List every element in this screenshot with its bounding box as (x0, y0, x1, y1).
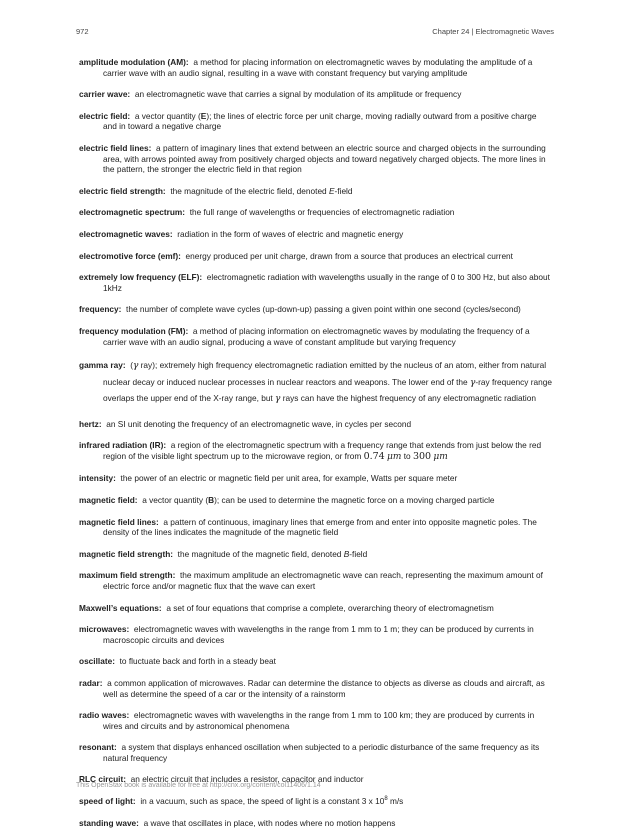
glossary-entry (79, 207, 552, 218)
glossary-term: electric field strength: (79, 185, 166, 196)
glossary-entry (79, 304, 552, 315)
math-value: 0.74 (363, 450, 385, 462)
glossary-term: electromagnetic waves: (79, 228, 173, 239)
glossary-term: gamma ray: (79, 360, 126, 371)
math-unit: μm (433, 451, 448, 462)
glossary-entry (79, 742, 552, 763)
vector-symbol: B (208, 494, 215, 505)
glossary-entry (79, 419, 552, 430)
glossary-entry (79, 111, 552, 132)
glossary-definition: the power of an electric or magnetic field per unit area, for example, Watts per square meter (120, 473, 458, 484)
glossary-definition: ray); extremely high frequency electromagnetic radiation emitted by the nucleus of an atom, either from natural nuclear decay or induced nuclear processes in nuclear reactors and weapons. The lower end of the (103, 360, 547, 387)
glossary-entry (79, 818, 552, 829)
glossary-entry (79, 796, 552, 807)
glossary-definition: -field (349, 548, 368, 559)
glossary-entry (79, 678, 552, 699)
glossary-term: magnetic field lines: (79, 516, 159, 527)
glossary-term: maximum field strength: (79, 570, 176, 581)
glossary-entry (79, 603, 552, 614)
glossary-definition: electromagnetic waves with wavelengths in the range from 1 mm to 100 km; they are produced by currents in wires and circuits and by astronomical phenomena (103, 710, 535, 731)
gamma-symbol: γ (469, 377, 476, 388)
glossary-definition: rays can have the highest frequency of any electromagnetic radiation (280, 393, 536, 404)
glossary-term: infrared radiation (IR): (79, 440, 167, 451)
glossary-entry (79, 473, 552, 484)
glossary-entry (79, 326, 552, 347)
glossary-entry (79, 251, 552, 262)
glossary-entry (79, 143, 552, 175)
glossary-entry (79, 57, 552, 78)
glossary-definition: electromagnetic waves with wavelengths in the range from 1 mm to 1 m; they can be produced by currents in macroscopic circuits and devices (103, 624, 534, 645)
gamma-symbol: γ (132, 361, 139, 372)
gamma-symbol: γ (275, 394, 281, 405)
glossary-entry (79, 229, 552, 240)
field-symbol: E (328, 185, 335, 196)
glossary-definition: -field (334, 185, 353, 196)
math-unit: μm (387, 451, 402, 462)
glossary-definition: the magnitude of the magnetic field, denoted (177, 548, 344, 559)
glossary-definition: radiation in the form of waves of electric and magnetic energy (177, 228, 404, 239)
field-symbol: B (343, 548, 350, 559)
glossary-term: radar: (79, 677, 103, 688)
glossary-definition: ( (130, 360, 133, 371)
glossary-entry (79, 517, 552, 538)
glossary-definition: a vector quantity ( (142, 494, 209, 505)
glossary-definition: a vector quantity ( (134, 110, 201, 121)
glossary-term: intensity: (79, 473, 116, 484)
glossary-term: frequency modulation (FM): (79, 325, 189, 336)
page-footer: This OpenStax book is available for free at http://cnx.org/content/col11406/1.14 (76, 782, 321, 789)
glossary-definition: an electromagnetic wave that carries a signal by modulation of its amplitude or frequency (134, 89, 462, 100)
math-value: 300 (412, 450, 432, 462)
glossary-definition: in a vacuum, such as space, the speed of light is a constant 3 x 10 (140, 796, 385, 807)
glossary-definition: a region of the electromagnetic spectrum with a frequency range that extends from just below the red region of the visible light spectrum up to the microwave region, or from (103, 440, 542, 461)
glossary-definition: to (401, 450, 413, 461)
glossary-entry (79, 549, 552, 560)
glossary-term: RLC circuit: (79, 774, 127, 785)
page-number: 972 (76, 27, 89, 36)
glossary-entry (79, 570, 552, 591)
glossary-entry (79, 440, 552, 462)
glossary-definition: ); can be used to determine the magnetic force on a moving charged particle (214, 494, 495, 505)
glossary-term: radio waves: (79, 710, 130, 721)
glossary-entry (79, 710, 552, 731)
glossary-definition: an electric circuit that includes a resistor, capacitor and inductor (130, 774, 364, 785)
glossary-definition: to fluctuate back and forth in a steady beat (119, 656, 276, 667)
glossary-term: frequency: (79, 304, 122, 315)
glossary-definition: m/s (387, 796, 404, 807)
glossary-entry (79, 89, 552, 100)
glossary-term: microwaves: (79, 624, 130, 635)
glossary-definition: an SI unit denoting the frequency of an electromagnetic wave, in cycles per second (106, 418, 412, 429)
glossary-definition: a pattern of continuous, imaginary lines that emerge from and enter into opposite magnetic poles. The density of the lines indicates the magnitude of the magnetic field (103, 516, 537, 538)
glossary-term: standing wave: (79, 817, 139, 828)
glossary-entry (79, 272, 552, 293)
glossary-entry (79, 656, 552, 667)
glossary-term: hertz: (79, 418, 102, 429)
glossary-entry (79, 358, 552, 408)
glossary-term: oscillate: (79, 656, 115, 667)
glossary-term: electric field lines: (79, 142, 152, 153)
glossary-definition: the maximum amplitude an electromagnetic wave can reach, representing the maximum amount of electric force and/or magnetic flux that the wave can exert (103, 570, 543, 591)
glossary-term: magnetic field strength: (79, 548, 174, 559)
glossary-term: electric field: (79, 110, 131, 121)
glossary-definition: a pattern of imaginary lines that extend between an electric source and charged objects in the surrounding area, with arrows pointed away from positively charged objects and toward negatively charged objects. The more lines in the pattern, the stronger the electric field in that region (103, 142, 546, 175)
glossary-definition: energy produced per unit charge, drawn from a source that produces an electrical current (185, 250, 513, 261)
glossary-definition: the full range of wavelengths or frequencies of electromagnetic radiation (189, 207, 455, 218)
chapter-title: Chapter 24 | Electromagnetic Waves (432, 27, 554, 36)
glossary-entry (79, 186, 552, 197)
glossary-list (79, 57, 552, 839)
glossary-definition: the magnitude of the electric field, denoted (170, 185, 329, 196)
glossary-term: speed of light: (79, 796, 136, 807)
glossary-term: extremely low frequency (ELF): (79, 272, 203, 283)
glossary-definition: a method of placing information on electromagnetic waves by modulating the frequency of a carrier wave with an audio signal, producing a wave of constant amplitude but varying frequency (103, 325, 530, 347)
glossary-definition: electromagnetic radiation with wavelengths usually in the range of 0 to 300 Hz, but also about 1kHz (103, 272, 550, 293)
glossary-definition: a common application of microwaves. Radar can determine the distance to objects as diverse as clouds and aircraft, as well as determine the speed of a car or the intensity of a rainstorm (103, 677, 545, 699)
glossary-definition: the number of complete wave cycles (up-down-up) passing a given point within one second (cycles/second) (126, 304, 521, 315)
glossary-entry (79, 495, 552, 506)
vector-symbol: E (200, 110, 207, 121)
glossary-definition: a set of four equations that comprise a complete, overarching theory of electromagnetism (166, 602, 494, 613)
glossary-definition: a system that displays enhanced oscillation when subjected to a periodic disturbance of the same frequency as its natural frequency (103, 742, 540, 763)
glossary-term: resonant: (79, 742, 117, 753)
glossary-term: electromagnetic spectrum: (79, 207, 186, 218)
exponent: 8 (384, 796, 388, 803)
glossary-term: magnetic field: (79, 494, 138, 505)
glossary-definition: a method for placing information on electromagnetic waves by modulating the amplitude of a carrier wave with an audio signal, resulting in a wave with constant frequency but varying amplitude (103, 57, 533, 78)
glossary-definition: ); the lines of electric force per unit charge, moving radially outward from a positive charge and in toward a negative charge (103, 110, 537, 132)
glossary-definition: -ray frequency range overlaps the upper end of the X-ray range, but (103, 376, 552, 404)
glossary-term: carrier wave: (79, 89, 131, 100)
glossary-term: Maxwell’s equations: (79, 602, 162, 613)
glossary-definition: a wave that oscillates in place, with nodes where no motion happens (143, 817, 396, 828)
glossary-entry (79, 624, 552, 645)
glossary-term: electromotive force (emf): (79, 250, 181, 261)
glossary-term: amplitude modulation (AM): (79, 57, 189, 67)
